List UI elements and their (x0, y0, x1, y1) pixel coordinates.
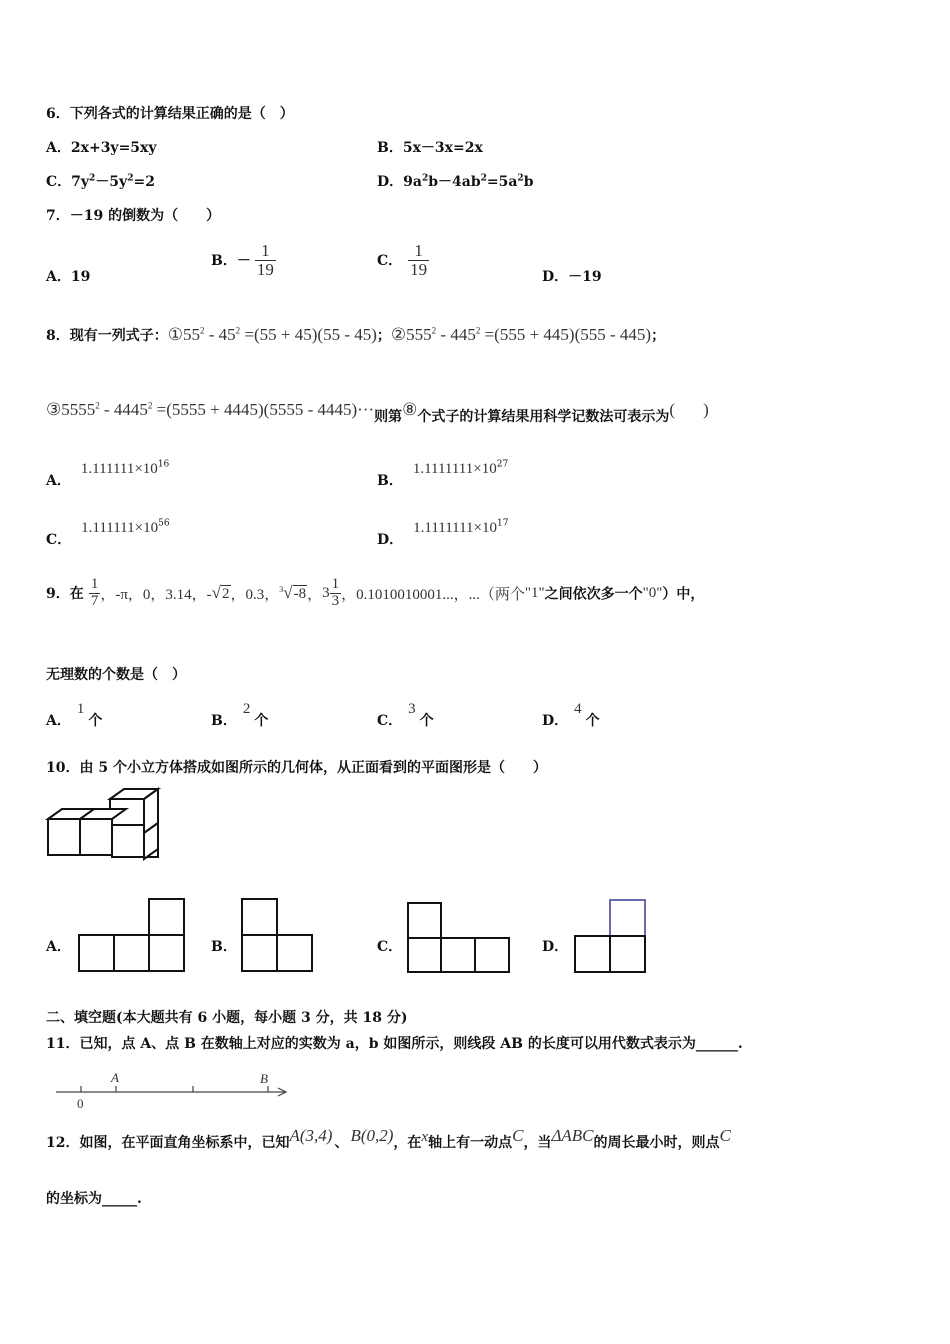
option-label: A． (46, 269, 71, 285)
radicand: 2 (222, 586, 230, 603)
option-label: B． (377, 140, 403, 156)
option-label: A． (46, 140, 71, 156)
point-a: A(3,4) (289, 1126, 333, 1145)
point-b: B(0,2) (350, 1126, 394, 1145)
option-text: =5a (486, 174, 518, 190)
q10-option-a-label[interactable]: A． (46, 939, 71, 955)
label-zero: 0 (77, 1096, 84, 1111)
option-label: B． (211, 713, 237, 729)
exponent: 16 (157, 459, 170, 470)
point-c: C (719, 1126, 731, 1145)
option-text: b (523, 174, 534, 190)
cube-root: $^3$√-8 (279, 583, 307, 603)
label-a: A (111, 1070, 119, 1085)
expr-part: ③5555 (46, 400, 96, 419)
q10-option-c-figure[interactable] (407, 902, 513, 974)
exponent: 56 (158, 518, 170, 529)
option-text: =2 (133, 174, 155, 190)
denominator: 19 (256, 259, 274, 279)
paren: ( (669, 400, 676, 419)
root-index: 3 (279, 585, 284, 595)
expr-part: =(555 + 445)(555 - 445) (480, 325, 652, 344)
number-list: ，-π，0，3.14，- (100, 586, 212, 603)
q8-option-a[interactable] (46, 458, 170, 489)
option-text: b－4ab (428, 174, 481, 190)
unit: 个 (254, 713, 269, 729)
triangle-abc: ΔABC (551, 1126, 594, 1145)
q8-line2 (46, 400, 709, 425)
stem-text: 之间依次多一个 (544, 586, 643, 603)
denominator: 3 (331, 592, 340, 609)
option-text: 9a (403, 174, 422, 190)
label-b: B (260, 1071, 268, 1086)
denominator: 19 (410, 259, 428, 279)
number-line-figure (52, 1068, 292, 1112)
paren: ) (703, 400, 709, 419)
q10-option-b-label[interactable]: B． (211, 939, 237, 955)
option-number: 3 (408, 701, 416, 717)
option-text: －5y (95, 174, 128, 190)
exponent: 2 (127, 173, 134, 184)
option-label: D． (542, 269, 569, 285)
exponent: 2 (421, 173, 429, 184)
fraction (89, 577, 101, 610)
expr-part: =(5555 + 4445)(5555 - 4445)··· (152, 400, 375, 419)
stem-text: 个式子的计算结果用科学记数法可表示为 (417, 409, 670, 425)
quoted-digit: "1" (524, 584, 545, 601)
fraction (408, 242, 429, 279)
unit: 个 (419, 713, 434, 729)
exponent: 2 (95, 400, 100, 411)
minus-sign: － (236, 253, 251, 270)
stem-text: 则第 (374, 409, 403, 425)
q9-option-b[interactable] (211, 698, 269, 729)
option-text: －19 (568, 269, 602, 285)
unit: 个 (88, 713, 103, 729)
expr-part: ①55 (167, 325, 200, 344)
q7-option-c[interactable] (377, 242, 429, 279)
exponent: 2 (475, 325, 481, 336)
sqrt-2: √2 (211, 583, 230, 603)
q9-line2: 无理数的个数是（ ） (46, 667, 186, 683)
stem-text: ）中， (662, 586, 705, 603)
q6-option-d[interactable] (377, 171, 533, 191)
q7-option-d[interactable] (542, 266, 602, 286)
numerator: 1 (255, 242, 276, 261)
expression-3 (46, 400, 374, 419)
q10-option-d-figure[interactable] (574, 899, 650, 975)
expr-part: - 45 (204, 325, 236, 344)
q8-option-d[interactable] (377, 517, 509, 548)
option-label: D． (542, 713, 569, 729)
number-list: ，0.3， (230, 586, 280, 603)
option-label: A． (46, 713, 71, 729)
cube-stack-figure (44, 785, 164, 865)
option-label: A． (46, 473, 71, 489)
q6-option-c[interactable] (46, 171, 155, 191)
fraction (330, 577, 342, 610)
expression-2 (391, 325, 651, 344)
numerator: 1 (90, 576, 99, 592)
radicand: -8 (293, 586, 307, 603)
q7-option-a[interactable] (46, 266, 90, 286)
separator: ； (376, 328, 391, 344)
exponent: 2 (431, 325, 437, 336)
exponent: 2 (517, 173, 524, 184)
q6-option-a[interactable] (46, 137, 157, 157)
separator: ， (307, 586, 323, 603)
q8-option-c[interactable] (46, 517, 170, 548)
q10-option-b-figure[interactable] (241, 898, 317, 974)
q8-stem: 8．现有一列式子： (46, 328, 168, 344)
fraction (255, 242, 276, 279)
section-title: 二、填空题(本大题共有 6 小题，每小题 3 分，共 18 分) (46, 1010, 408, 1026)
stem-text: 12．如图，在平面直角坐标系中，已知 (46, 1135, 290, 1151)
var-x: x (421, 1129, 429, 1145)
separator: 、 (334, 1135, 349, 1151)
q12-line2: 的坐标为_____. (46, 1191, 142, 1207)
option-label: C． (46, 532, 72, 548)
exponent: 17 (497, 518, 509, 529)
exponent: 2 (89, 173, 96, 184)
option-number: 1 (76, 701, 85, 717)
number-list: ，0.1010010001...，...（两个 (341, 586, 525, 603)
option-text: 5x－3x=2x (402, 140, 483, 156)
stem-text: 9．在 (46, 586, 84, 603)
q7-stem: 7．－19 的倒数为（ ） (46, 208, 221, 224)
unit: 个 (585, 713, 600, 729)
option-label: C． (46, 174, 72, 190)
option-text: 1.111111×10 (81, 520, 159, 536)
option-text: 7y (71, 174, 90, 190)
q6-option-b[interactable] (377, 137, 483, 157)
mixed-whole: 3 (322, 584, 330, 601)
bottom-cube-1 (48, 819, 80, 855)
q8-option-b[interactable] (377, 458, 509, 489)
expr-part: =(55 + 45)(55 - 45) (240, 325, 377, 344)
exponent: 2 (235, 325, 241, 336)
option-number: 4 (574, 701, 582, 717)
expr-part: ②555 (390, 325, 432, 344)
q10-option-c-label[interactable]: C． (377, 939, 403, 955)
exponent: 2 (480, 173, 487, 184)
option-text: 2x+3y=5xy (70, 140, 157, 156)
expression-1 (168, 325, 377, 344)
q9-line1 (46, 577, 704, 610)
q12-line1 (46, 1126, 731, 1151)
option-label: D． (377, 174, 404, 190)
stem-text: 的周长最小时，则点 (593, 1135, 720, 1151)
q6-stem: 6．下列各式的计算结果正确的是（ ） (46, 106, 294, 122)
option-text: 1.1111111×10 (412, 461, 497, 477)
option-label: B． (211, 253, 237, 270)
stem-text: ，当 (523, 1135, 552, 1151)
expr-part: - 4445 (99, 400, 148, 419)
q9-option-a[interactable] (46, 698, 103, 729)
option-label: C． (377, 253, 403, 270)
q9-option-c[interactable] (377, 698, 434, 729)
separator: ； (651, 328, 666, 344)
bottom-cube-2 (80, 819, 112, 855)
q9-option-d[interactable] (542, 698, 600, 729)
option-label: B． (377, 473, 403, 489)
quoted-digit: "0" (642, 584, 663, 601)
exponent: 2 (200, 325, 205, 336)
stem-text: ，在 (393, 1135, 422, 1151)
exponent: 27 (496, 459, 509, 470)
expr-part: - 445 (436, 325, 476, 344)
q10-option-d-label[interactable]: D． (542, 939, 569, 955)
q10-option-a-figure[interactable] (78, 898, 188, 974)
numerator: 1 (408, 242, 429, 261)
q11-stem: 11．已知，点 A、点 B 在数轴上对应的实数为 a，b 如图所示，则线段 AB 的长度可以用代数式表示为______. (46, 1036, 743, 1052)
option-label: D． (377, 532, 404, 548)
numerator: 1 (331, 576, 340, 592)
option-text: 19 (70, 269, 91, 285)
exponent: 2 (147, 400, 153, 411)
denominator: 7 (90, 592, 99, 609)
q10-stem: 10．由 5 个小立方体搭成如图所示的几何体，从正面看到的平面图形是（ ） (46, 760, 547, 776)
point-c: C (512, 1126, 524, 1145)
option-number: 2 (242, 701, 251, 717)
bottom-cube-3 (112, 825, 144, 857)
circled-eight: ⑧ (402, 400, 418, 419)
q7-option-b[interactable] (211, 242, 276, 279)
option-text: 1.1111111×10 (413, 520, 498, 536)
option-text: 1.111111×10 (80, 461, 158, 477)
stem-text: 轴上有一动点 (428, 1135, 513, 1151)
option-label: C． (377, 713, 403, 729)
q8-line1 (46, 325, 665, 345)
